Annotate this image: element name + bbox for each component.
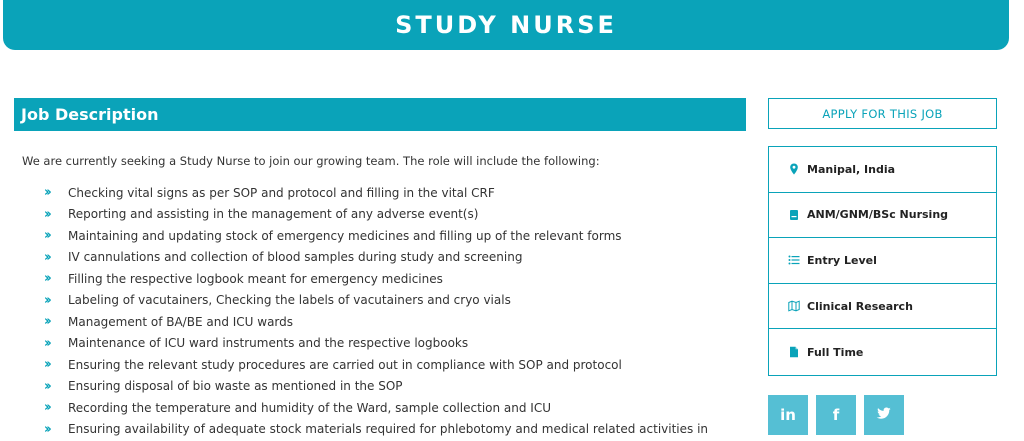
department-text: Clinical Research [807, 299, 913, 313]
job-intro-text: We are currently seeking a Study Nurse to join our growing team. The role will include the following: [22, 154, 600, 168]
duty-text: Checking vital signs as per SOP and protocol and filling in the vital CRF [68, 185, 495, 200]
duty-text: IV cannulations and collection of blood samples during study and screening [68, 250, 523, 265]
double-chevron-right-icon: ›› [44, 400, 49, 416]
double-chevron-right-icon: ›› [44, 185, 49, 201]
apply-for-job-button[interactable]: APPLY FOR THIS JOB [768, 98, 997, 129]
job-details-panel [768, 146, 997, 376]
location-text: Manipal, India [807, 162, 896, 176]
list-icon [787, 253, 801, 267]
linkedin-share-button[interactable] [768, 395, 808, 435]
qualification-text: ANM/GNM/BSc Nursing [807, 208, 949, 222]
double-chevron-right-icon: ›› [44, 206, 49, 222]
facebook-share-button[interactable] [816, 395, 856, 435]
duty-text: Maintaining and updating stock of emergency medicines and filling up of the relevant forms [68, 228, 622, 243]
page-title: STUDY NURSE [395, 11, 617, 39]
double-chevron-right-icon: ›› [44, 335, 49, 351]
duty-text: Filling the respective logbook meant for emergency medicines [68, 271, 443, 286]
list-item [44, 376, 744, 398]
facebook-icon: f [832, 406, 840, 424]
list-item [44, 247, 744, 269]
page-banner [3, 0, 1009, 50]
duty-text: Ensuring availability of adequate stock materials required for phlebotomy and medical related activities in [68, 422, 709, 437]
double-chevron-right-icon: ›› [44, 421, 49, 437]
list-item [44, 397, 744, 419]
detail-job-type [769, 329, 996, 375]
double-chevron-right-icon: ›› [44, 249, 49, 265]
double-chevron-right-icon: ›› [44, 271, 49, 287]
duty-text: Labeling of vacutainers, Checking the labels of vacutainers and cryo vials [68, 293, 511, 308]
duties-list [44, 182, 744, 440]
job-description-heading: Job Description [21, 105, 159, 124]
graduation-book-icon [787, 208, 801, 222]
duty-text: Ensuring disposal of bio waste as mentioned in the SOP [68, 379, 403, 394]
list-item [44, 354, 744, 376]
level-text: Entry Level [807, 253, 877, 267]
detail-qualification [769, 193, 996, 239]
detail-location [769, 147, 996, 193]
duty-text: Maintenance of ICU ward instruments and the respective logbooks [68, 336, 469, 351]
list-item [44, 311, 744, 333]
job-type-text: Full Time [807, 345, 864, 359]
list-item [44, 182, 744, 204]
map-icon [787, 299, 801, 313]
job-description-header [14, 98, 746, 131]
detail-level [769, 238, 996, 284]
list-item [44, 290, 744, 312]
linkedin-icon: in [780, 406, 796, 424]
social-share [768, 395, 904, 435]
duty-text: Ensuring the relevant study procedures are carried out in compliance with SOP and protocol [68, 357, 622, 372]
duty-text: Management of BA/BE and ICU wards [68, 314, 294, 329]
duty-text: Reporting and assisting in the management of any adverse event(s) [68, 207, 479, 222]
duty-text: Recording the temperature and humidity of the Ward, sample collection and ICU [68, 400, 552, 415]
double-chevron-right-icon: ›› [44, 228, 49, 244]
twitter-icon [876, 405, 892, 425]
double-chevron-right-icon: ›› [44, 314, 49, 330]
file-icon [787, 345, 801, 359]
list-item [44, 268, 744, 290]
list-item [44, 225, 744, 247]
double-chevron-right-icon: ›› [44, 378, 49, 394]
map-pin-icon [787, 162, 801, 176]
list-item [44, 419, 744, 441]
list-item [44, 204, 744, 226]
double-chevron-right-icon: ›› [44, 292, 49, 308]
list-item [44, 333, 744, 355]
detail-department [769, 284, 996, 330]
double-chevron-right-icon: ›› [44, 357, 49, 373]
twitter-share-button[interactable] [864, 395, 904, 435]
